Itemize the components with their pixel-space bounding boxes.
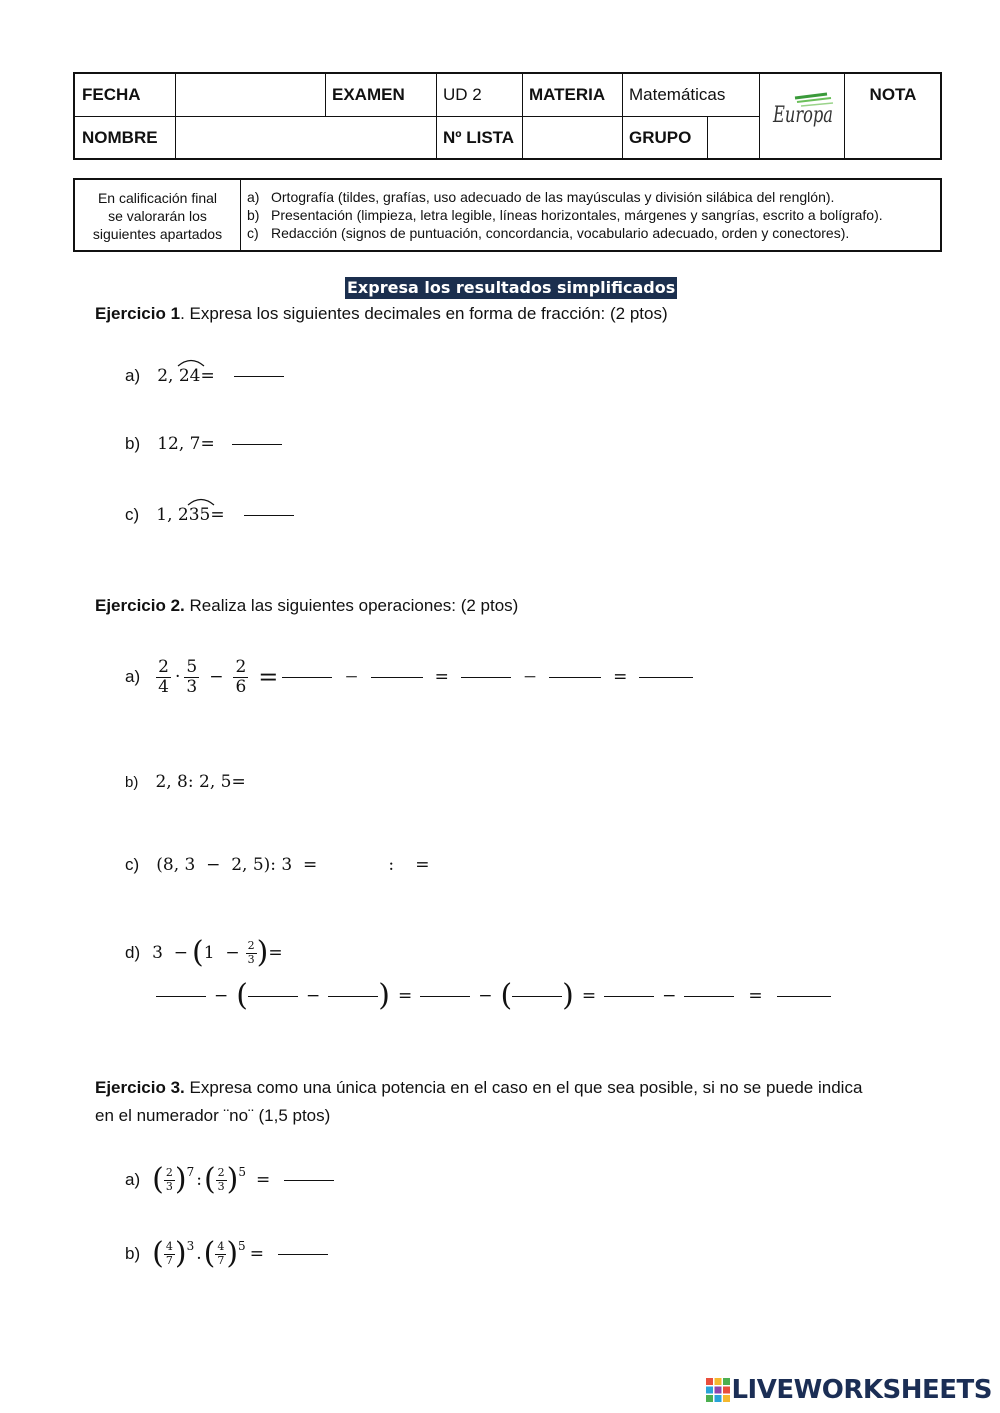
ex1c-eq: =	[210, 505, 225, 525]
footer-brand	[705, 1374, 992, 1406]
answer-blank[interactable]	[684, 996, 734, 997]
ex3b-expr	[152, 1236, 328, 1271]
ex2d-pre: 3 −	[152, 943, 188, 963]
minus-sign: −	[522, 667, 538, 687]
equals-sign: =	[268, 943, 283, 963]
paren-close: )	[226, 1162, 239, 1197]
fraction	[164, 1241, 175, 1266]
answer-blank[interactable]	[244, 515, 294, 516]
item-label: c)	[125, 505, 140, 524]
answer-blank[interactable]	[232, 444, 282, 445]
grupo-field[interactable]	[707, 116, 759, 160]
item-label: d)	[125, 943, 141, 962]
ex2-item-a	[125, 652, 693, 702]
numerator: 2	[165, 1166, 173, 1180]
ex1c-expr	[156, 505, 224, 525]
paren-open: (	[203, 1236, 216, 1271]
paren-close: )	[174, 1162, 187, 1197]
paren-open: (	[152, 1236, 164, 1271]
product-sign: .	[196, 1244, 202, 1264]
nota-field[interactable]	[844, 116, 942, 160]
denominator: 4	[158, 676, 169, 697]
answer-blank[interactable]	[420, 996, 470, 997]
ex1-text: . Expresa los siguientes decimales en forma de fracción: (2 ptos)	[180, 304, 668, 323]
answer-blank[interactable]	[371, 677, 423, 678]
ex3-title: Ejercicio 3.	[95, 1078, 185, 1097]
colon-sign: :	[388, 855, 395, 875]
denominator: 3	[165, 1179, 173, 1193]
ex3-item-b	[125, 1232, 328, 1276]
paren-close: )	[174, 1236, 187, 1271]
ex1a-eq: =	[200, 366, 215, 386]
criteria-intro-line: se valorarán los	[108, 208, 207, 224]
ex3-heading	[95, 1074, 862, 1130]
minus-sign: −	[214, 986, 229, 1006]
exponent: 5	[238, 1165, 247, 1179]
paren-close: )	[226, 1236, 239, 1271]
nombre-field[interactable]	[175, 116, 436, 160]
ex2a-expr	[156, 658, 693, 696]
equals-sign: =	[581, 986, 597, 1006]
numerator: 2	[235, 656, 247, 677]
equals-sign: =	[415, 855, 430, 875]
times-sign: ·	[174, 667, 181, 687]
minus-sign: −	[478, 986, 493, 1006]
ex2-title: Ejercicio 2.	[95, 596, 185, 615]
answer-blank[interactable]	[777, 996, 831, 997]
period-arc	[177, 357, 205, 367]
ex2d-expr	[152, 935, 283, 970]
ex1b-expr: 12, 7=	[157, 434, 215, 454]
equals-sign: =	[258, 663, 279, 691]
ex3-item-a	[125, 1158, 334, 1202]
item-label: a)	[125, 667, 141, 686]
answer-blank[interactable]	[156, 996, 206, 997]
ex3-text: Expresa como una única potencia en el caso en el que sea posible, si no se puede indica	[184, 1078, 863, 1097]
lista-label: Nº LISTA	[443, 128, 515, 147]
equals-sign: =	[748, 986, 763, 1006]
minus-sign: −	[305, 986, 321, 1006]
criteria-item	[247, 206, 883, 224]
paren-close: )	[378, 978, 390, 1013]
fraction	[216, 1167, 227, 1192]
fraction	[156, 658, 171, 696]
criteria-list	[247, 188, 883, 242]
ex1c-period	[189, 505, 211, 525]
ex2d-one: 1 −	[203, 943, 240, 963]
numerator: 4	[217, 1240, 225, 1254]
criteria-intro	[75, 180, 241, 250]
answer-blank[interactable]	[461, 677, 511, 678]
minus-sign: −	[344, 667, 359, 687]
grupo-label: GRUPO	[629, 128, 692, 147]
period-arc	[187, 496, 215, 506]
answer-blank[interactable]	[278, 1254, 328, 1255]
numerator: 2	[247, 939, 255, 953]
answer-blank[interactable]	[549, 677, 601, 678]
ex1a-expr	[157, 366, 215, 386]
denominator: 3	[247, 952, 255, 966]
instruction-banner: Expresa los resultados simplificados	[347, 278, 676, 297]
footer-brand-text: LIVEWORKSHEETS	[731, 1375, 992, 1405]
paren-open: (	[192, 935, 204, 970]
ex3-line1	[95, 1074, 862, 1102]
answer-blank[interactable]	[512, 996, 562, 997]
denominator: 7	[165, 1253, 173, 1267]
fecha-field[interactable]	[175, 74, 325, 116]
school-logo	[767, 86, 839, 136]
item-label: b)	[125, 1244, 141, 1263]
minus-sign: −	[209, 667, 224, 687]
denominator: 7	[217, 1253, 225, 1267]
denominator: 3	[217, 1179, 225, 1193]
criteria-letter: b)	[247, 207, 260, 223]
ex1-item-a	[125, 366, 284, 386]
numerator: 2	[158, 656, 169, 677]
item-label: a)	[125, 1170, 141, 1189]
criteria-item	[247, 188, 883, 206]
answer-blank[interactable]	[604, 996, 654, 997]
ex1a-period-digits: 24	[178, 366, 201, 386]
ex1-item-c	[125, 505, 294, 525]
fraction	[184, 658, 199, 696]
exponent: 3	[186, 1239, 195, 1253]
denominator: 3	[186, 676, 198, 697]
answer-blank[interactable]	[328, 996, 378, 997]
liveworksheets-icon	[705, 1377, 731, 1403]
fraction	[215, 1241, 226, 1266]
paren-open: (	[500, 978, 513, 1013]
denominator: 6	[235, 676, 247, 697]
criteria-item	[247, 224, 883, 242]
division-sign: :	[196, 1170, 202, 1190]
nombre-label: NOMBRE	[82, 128, 158, 147]
criteria-text: Ortografía (tildes, grafías, uso adecuado de las mayúsculas y división silábica del renglón).	[271, 189, 835, 205]
exponent: 5	[238, 1239, 246, 1253]
numerator: 4	[165, 1240, 173, 1254]
criteria-table	[73, 178, 942, 252]
lista-field[interactable]	[522, 116, 622, 160]
item-label: b)	[125, 434, 141, 453]
answer-blank[interactable]	[282, 677, 332, 678]
fecha-label: FECHA	[82, 85, 141, 104]
criteria-intro-line: siguientes apartados	[92, 226, 223, 242]
minus-sign: −	[662, 986, 677, 1006]
paren-close: )	[562, 978, 574, 1013]
paren-close: )	[256, 935, 269, 970]
logo-text: Europa	[772, 103, 833, 128]
item-label: c)	[125, 855, 140, 874]
ex1c-period-digits: 35	[188, 505, 211, 525]
criteria-letter: a)	[247, 189, 260, 205]
ex2-item-c	[125, 855, 429, 875]
ex2d-steps	[156, 978, 831, 1014]
criteria-letter: c)	[247, 225, 259, 241]
answer-blank[interactable]	[248, 996, 298, 997]
ex1-item-b	[125, 434, 282, 454]
fraction	[246, 940, 257, 965]
paren-open: (	[152, 1162, 164, 1197]
ex2-item-d	[125, 934, 283, 972]
equals-sign: =	[256, 1170, 271, 1190]
materia-value: Matemáticas	[629, 85, 726, 104]
item-label: b)	[125, 774, 139, 791]
ex1a-period	[179, 366, 201, 386]
ex2-heading	[95, 596, 518, 616]
numerator: 5	[186, 656, 198, 677]
ex1-title: Ejercicio 1	[95, 304, 181, 323]
criteria-intro-line: En calificación final	[97, 190, 218, 206]
ex2c-expr: (8, 3 − 2, 5): 3 =	[156, 855, 318, 875]
ex2-text: Realiza las siguientes operaciones: (2 ptos)	[184, 596, 519, 615]
ex1c-int: 1, 2	[156, 505, 189, 525]
ex1-heading	[95, 304, 668, 324]
col-divider	[759, 74, 760, 160]
answer-blank[interactable]	[639, 677, 693, 678]
materia-label: MATERIA	[529, 85, 606, 104]
equals-sign: =	[613, 667, 628, 687]
ex2-item-b	[125, 772, 246, 792]
ex3-text2: en el numerador ¨no¨ (1,5 ptos)	[95, 1106, 331, 1125]
ex2b-expr: 2, 8: 2, 5=	[155, 772, 246, 792]
equals-sign: =	[397, 986, 413, 1006]
answer-blank[interactable]	[234, 376, 284, 377]
equals-sign: =	[434, 667, 449, 687]
criteria-text: Redacción (signos de puntuación, concordancia, vocabulario adecuado, orden y conectores).	[271, 225, 850, 241]
exponent: 7	[186, 1165, 195, 1179]
item-label: a)	[125, 366, 141, 385]
fraction	[233, 658, 248, 696]
paren-open: (	[203, 1162, 216, 1197]
examen-value: UD 2	[443, 85, 482, 104]
examen-label: EXAMEN	[332, 85, 405, 104]
numerator: 2	[217, 1166, 225, 1180]
ex1a-int: 2,	[157, 366, 174, 386]
nota-label: NOTA	[869, 85, 917, 104]
fraction	[164, 1167, 175, 1192]
equals-sign: =	[249, 1244, 264, 1264]
answer-blank[interactable]	[284, 1180, 334, 1181]
paren-open: (	[236, 978, 248, 1013]
ex3a-expr	[152, 1162, 334, 1197]
criteria-text: Presentación (limpieza, letra legible, líneas horizontales, márgenes y sangrías, escrito a bolígrafo).	[271, 207, 883, 223]
